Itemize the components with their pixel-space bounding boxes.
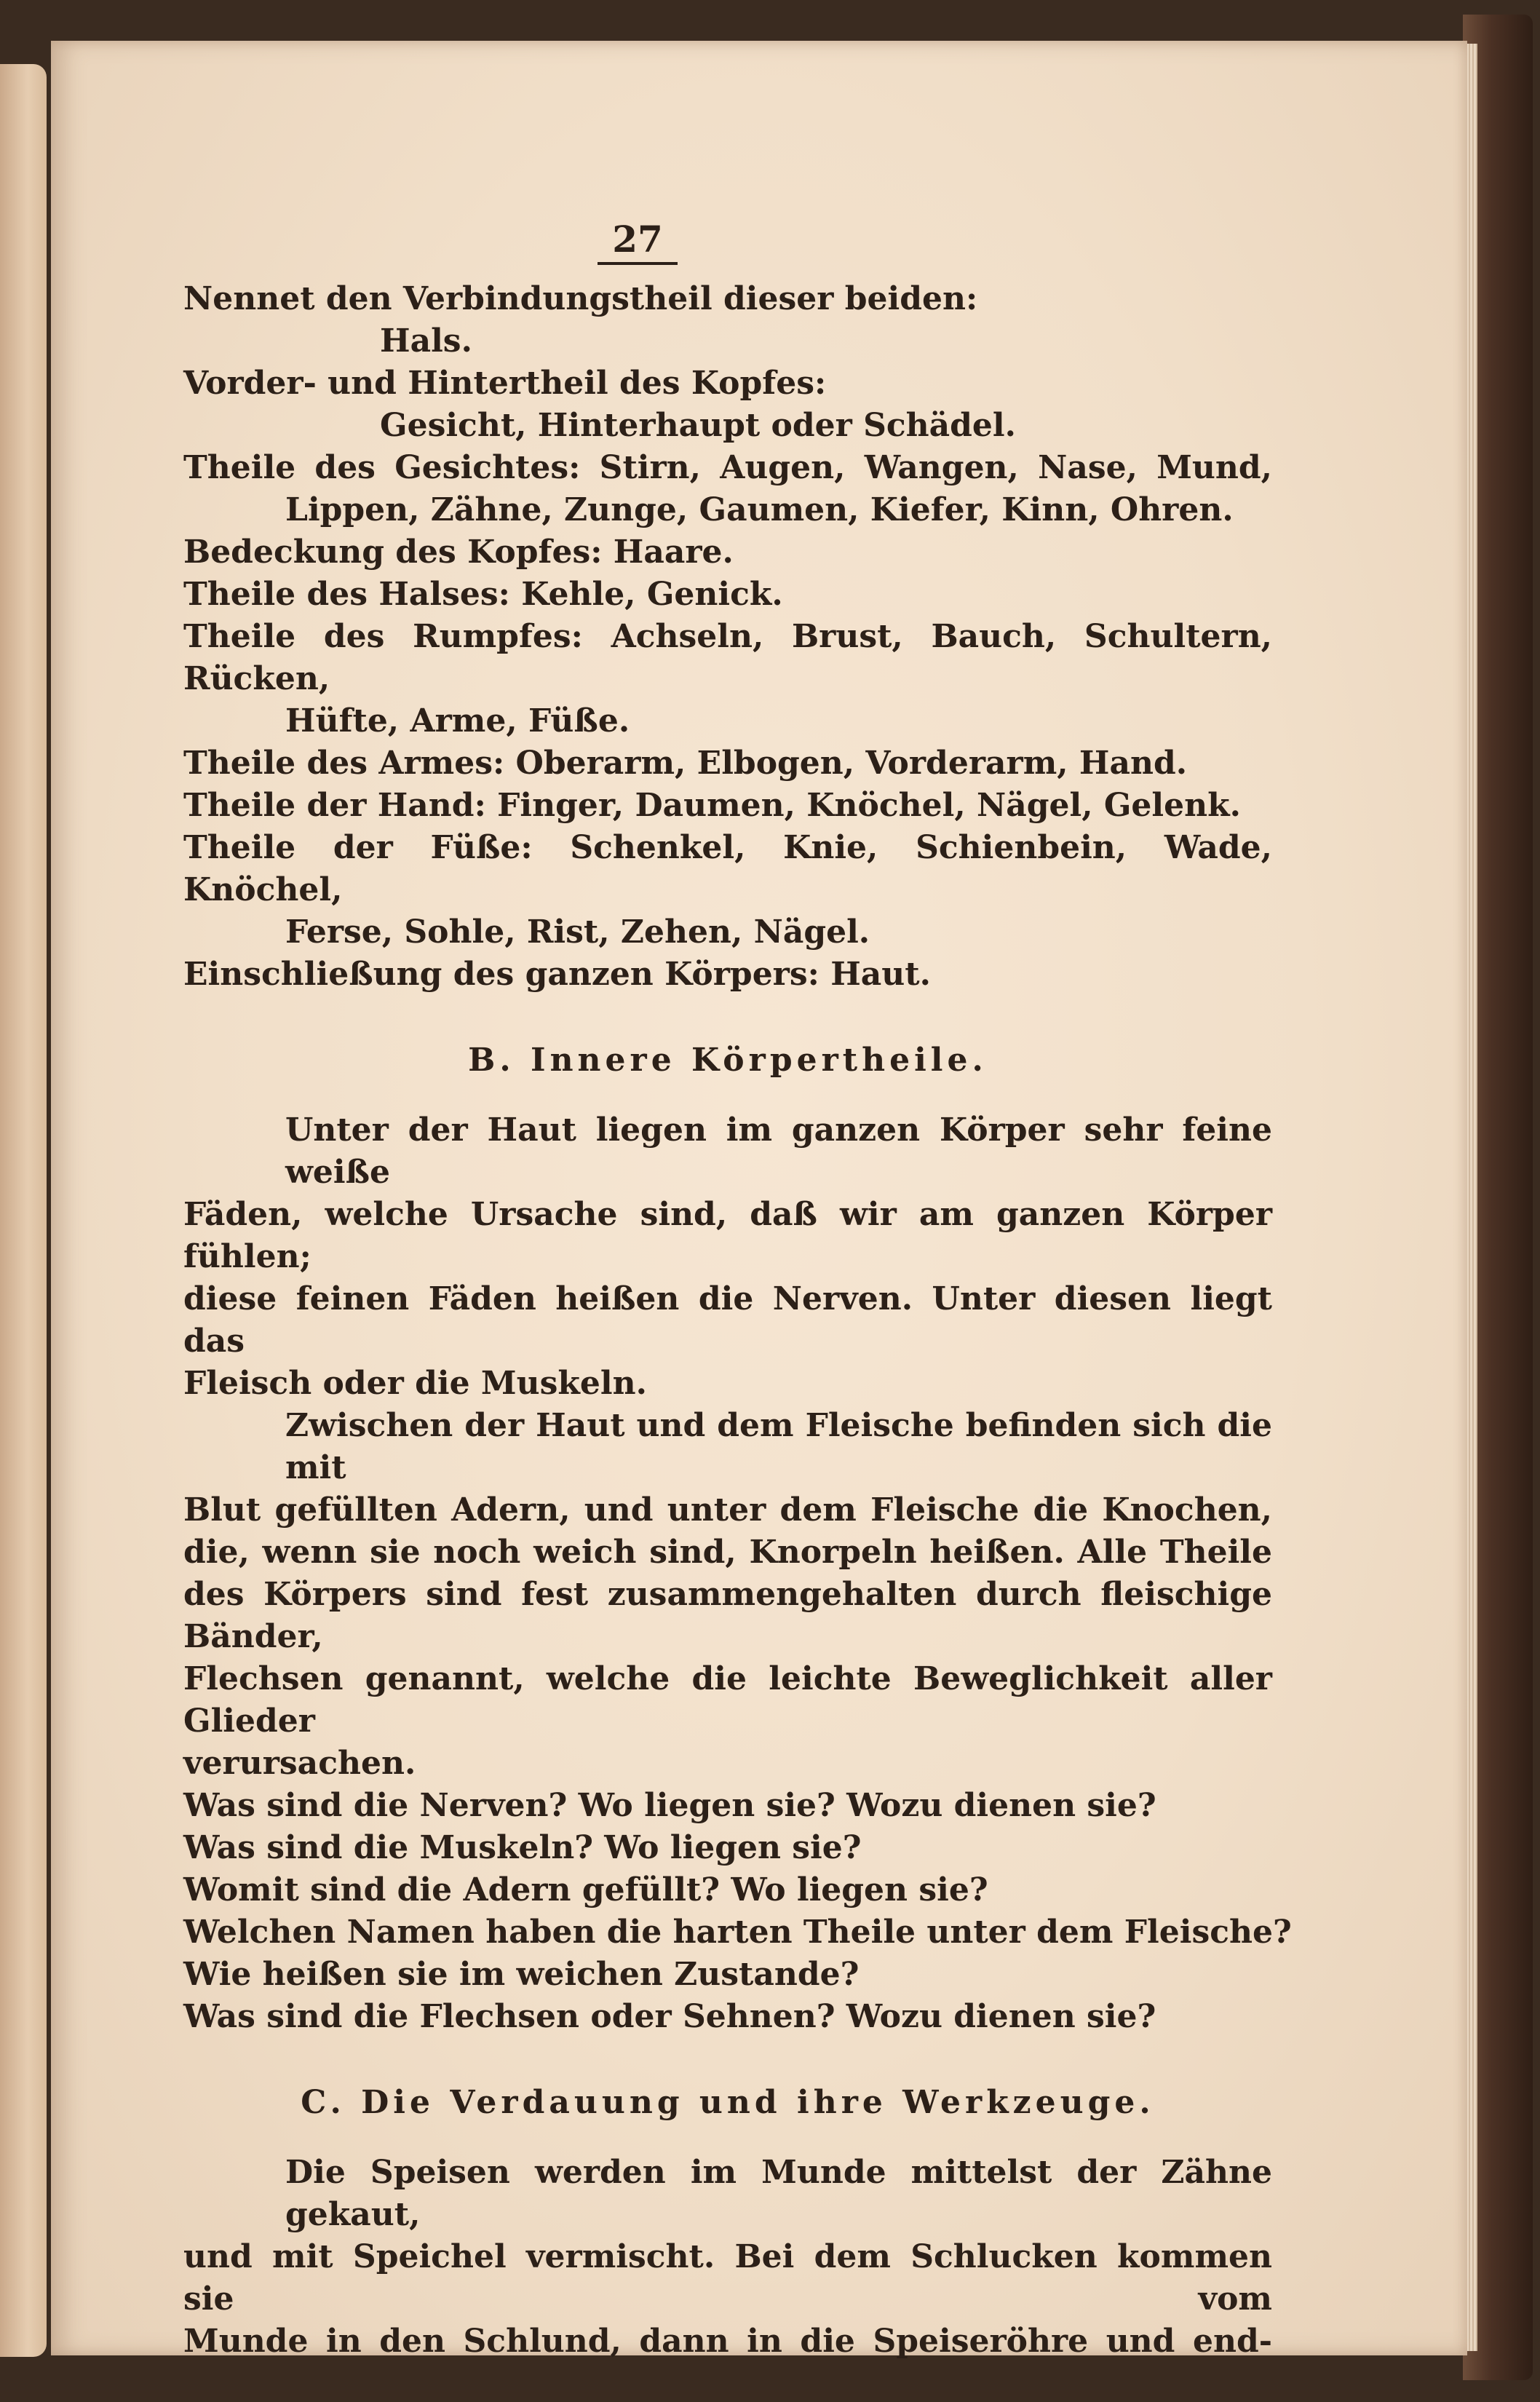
paragraph-line: diese feinen Fäden heißen die Nerven. Unter diesen liegt das [183, 1280, 1272, 1360]
paragraph-line: Fleisch oder die Muskeln. [183, 1365, 647, 1402]
paragraph-line: und mit Speichel vermischt. Bei dem Schlucken kommen sie vom [183, 2238, 1272, 2318]
text-line: Vorder- und Hintertheil des Kopfes: [183, 365, 827, 402]
text-line: Theile des Rumpfes: Achseln, Brust, Bauch, Schultern, Rücken, [183, 618, 1272, 697]
paragraph-line: Flechsen genannt, welche die leichte Beweglichkeit aller Glieder [183, 1660, 1272, 1740]
question-line: Welchen Namen haben die harten Theile unter dem Fleische? [183, 1914, 1292, 1951]
text-line: Ferse, Sohle, Rist, Zehen, Nägel. [285, 913, 870, 951]
question-line: Wie heißen sie im weichen Zustande? [183, 1956, 860, 1993]
text-line: Theile des Gesichtes: Stirn, Augen, Wangen, Nase, Mund, [183, 449, 1272, 486]
text-line: Theile der Füße: Schenkel, Knie, Schienbein, Wade, Knöchel, [183, 829, 1272, 908]
section-heading-c: C. Die Verdauung und ihre Werkzeuge. [301, 2084, 1155, 2121]
question-line: Womit sind die Adern gefüllt? Wo liegen sie? [183, 1871, 988, 1908]
paragraph-line: verursachen. [183, 1745, 416, 1782]
question-line: Was sind die Nerven? Wo liegen sie? Wozu dienen sie? [183, 1787, 1156, 1824]
page-number: 27 [183, 218, 1092, 265]
text-line: Bedeckung des Kopfes: Haare. [183, 534, 734, 571]
text-line: Hüfte, Arme, Füße. [285, 702, 630, 740]
text-line: Einschließung des ganzen Körpers: Haut. [183, 956, 931, 993]
paragraph-line: Blut gefüllten Adern, und unter dem Fleische die Knochen, [183, 1491, 1272, 1529]
text-line: Hals. [380, 322, 472, 360]
page-text [183, 218, 1292, 2363]
left-page-edge [0, 64, 47, 2357]
text-line: Lippen, Zähne, Zunge, Gaumen, Kiefer, Kinn, Ohren. [285, 491, 1234, 528]
question-line: Was sind die Muskeln? Wo liegen sie? [183, 1829, 862, 1866]
paragraph-line: die, wenn sie noch weich sind, Knorpeln heißen. Alle Theile [183, 1534, 1272, 1571]
paragraph-line: Unter der Haut liegen im ganzen Körper sehr feine weiße [285, 1111, 1272, 1191]
text-line: Theile des Halses: Kehle, Genick. [183, 576, 783, 613]
paragraph-line: Fäden, welche Ursache sind, daß wir am ganzen Körper fühlen; [183, 1196, 1272, 1275]
paragraph-line: Munde in den Schlund, dann in die Speiseröhre und end- [183, 2323, 1272, 2360]
question-line: Was sind die Flechsen oder Sehnen? Wozu dienen sie? [183, 1998, 1156, 2035]
section-heading-b: B. Innere Körpertheile. [468, 1042, 988, 1079]
paragraph-line: Zwischen der Haut und dem Fleische befinden sich die mit [285, 1407, 1272, 1486]
text-line: Nennet den Verbindungstheil dieser beiden: [183, 280, 978, 317]
paragraph-line: des Körpers sind fest zusammengehalten durch fleischige Bänder, [183, 1576, 1272, 1655]
text-line: Theile der Hand: Finger, Daumen, Knöchel, Nägel, Gelenk. [183, 787, 1241, 824]
text-line: Gesicht, Hinterhaupt oder Schädel. [380, 407, 1016, 444]
text-line: Theile des Armes: Oberarm, Elbogen, Vorderarm, Hand. [183, 745, 1188, 782]
paragraph-line: Die Speisen werden im Munde mittelst der Zähne gekaut, [285, 2154, 1272, 2233]
